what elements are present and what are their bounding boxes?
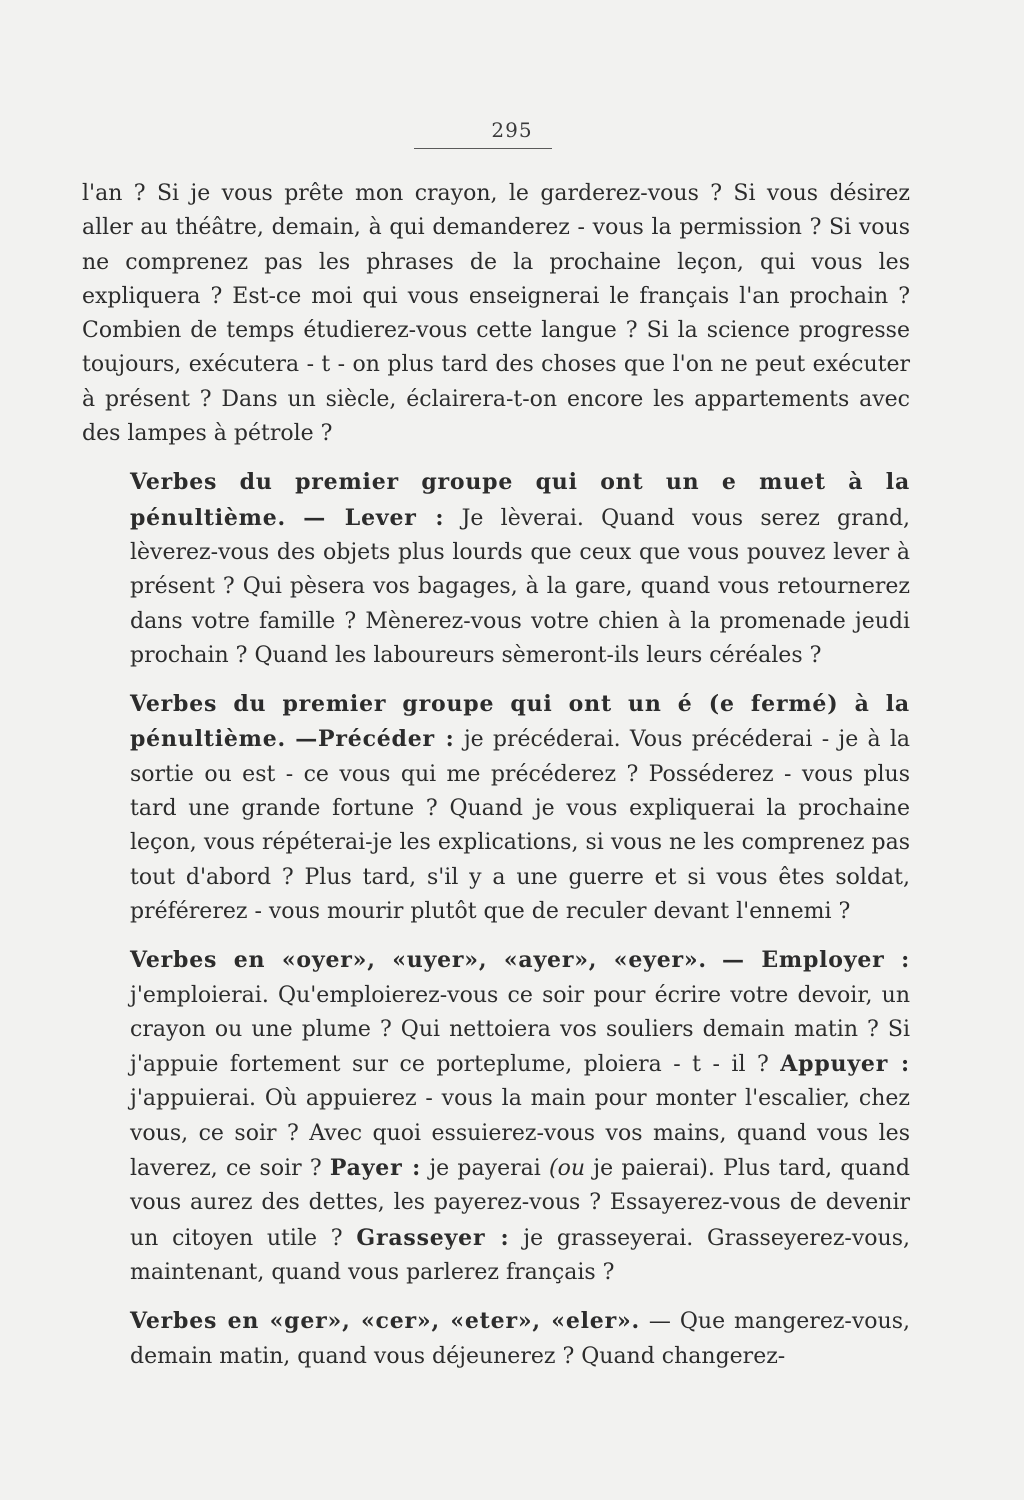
paragraph-3-heading: Verbes du premier groupe qui ont un é (e fermé) à la pénultième. [130, 691, 910, 753]
paragraph-5 [82, 1304, 910, 1374]
paragraph-2-heading: Verbes du premier groupe qui ont un e muet à la pénultième. [130, 469, 910, 531]
page-text [82, 177, 910, 1388]
paragraph-2 [82, 465, 910, 673]
paragraph-1-text: l'an ? Si je vous prête mon crayon, le garderez-vous ? Si vous désirez aller au théâtre, demain, à qui demanderez - vous la permission ? Si vous ne comprenez pas les phrases de la prochaine leçon, qui vous les expliquera ? Est-ce moi qui vous enseignerai le français l'an prochain ? Combien de temps étudierez-vous cette langue ? Si la science progresse toujours, exécutera - t - on plus tard des choses que l'on ne peut exécuter à présent ? Dans un siècle, éclairera-t-on encore les appartements avec des lampes à pétrole ? [82, 181, 910, 447]
paragraph-4-text-a: j'emploierai. Qu'emploierez-vous ce soir pour écrire votre devoir, un crayon ou une plume ? Qui nettoiera vos souliers demain matin ? Si j'appuie fortement sur ce porteplume, ploiera - t - il ? [130, 982, 910, 1078]
paragraph-4-heading: Verbes en «oyer», «uyer», «ayer», «eyer». [130, 947, 707, 974]
paragraph-4-bold-d: Grasseyer : [356, 1224, 510, 1251]
paragraph-1 [82, 177, 910, 451]
paragraph-5-text: — Que mangerez-vous, demain matin, quand vous déjeunerez ? Quand changerez- [130, 1309, 910, 1369]
paragraph-4-bold-b: Appuyer : [780, 1051, 910, 1078]
paragraph-4-text-c: je payerai [429, 1156, 549, 1182]
paragraph-3 [82, 687, 910, 929]
paragraph-3-subheading: —Précéder : [295, 726, 455, 753]
paragraph-4-text-d: je grasseyerai. Grasseyerez-vous, maintenant, quand vous parlerez français ? [130, 1225, 910, 1285]
page-number: 295 [491, 118, 533, 142]
paragraph-4-text-b: j'appuierai. Où appuierez - vous la main pour monter l'escalier, chez vous, ce soir ? Avec quoi essuierez-vous vos mains, quand vous les laverez, ce soir ? [130, 1086, 910, 1182]
paragraph-5-heading: Verbes en «ger», «cer», «eter», «eler». [130, 1308, 640, 1335]
paragraph-4-subheading: — Employer : [721, 947, 911, 974]
paragraph-4 [82, 943, 910, 1290]
paragraph-2-subheading: — Lever : [303, 504, 445, 531]
paragraph-4-italic-c: (ou [549, 1156, 585, 1182]
paragraph-4-bold-c: Payer : [329, 1155, 422, 1182]
paragraph-4-text-c2: je paierai). Plus tard, quand vous aurez des dettes, les payerez-vous ? Essayerez-vous de devenir un citoyen utile ? [130, 1156, 911, 1251]
paragraph-2-text: Je lèverai. Quand vous serez grand, lèverez-vous des objets plus lourds que ceux que vous pouvez lever à présent ? Qui pèsera vos bagages, à la gare, quand vous retournerez dans votre famille ? Mènerez-vous votre chien à la promenade jeudi prochain ? Quand les laboureurs sèmeront-ils leurs céréales ? [130, 505, 911, 668]
page-number-rule [414, 148, 552, 149]
paragraph-3-text: je précéderai. Vous précéderai - je à la sortie ou est - ce vous qui me précéderez ? Posséderez - vous plus tard une grande fortune ? Quand je vous expliquerai la prochaine leçon, vous répéterai-je les explications, si vous ne les comprenez pas tout d'abord ? Plus tard, s'il y a une guerre et si vous êtes soldat, préférerez - vous mourir plutôt que de reculer devant l'ennemi ? [130, 727, 910, 924]
